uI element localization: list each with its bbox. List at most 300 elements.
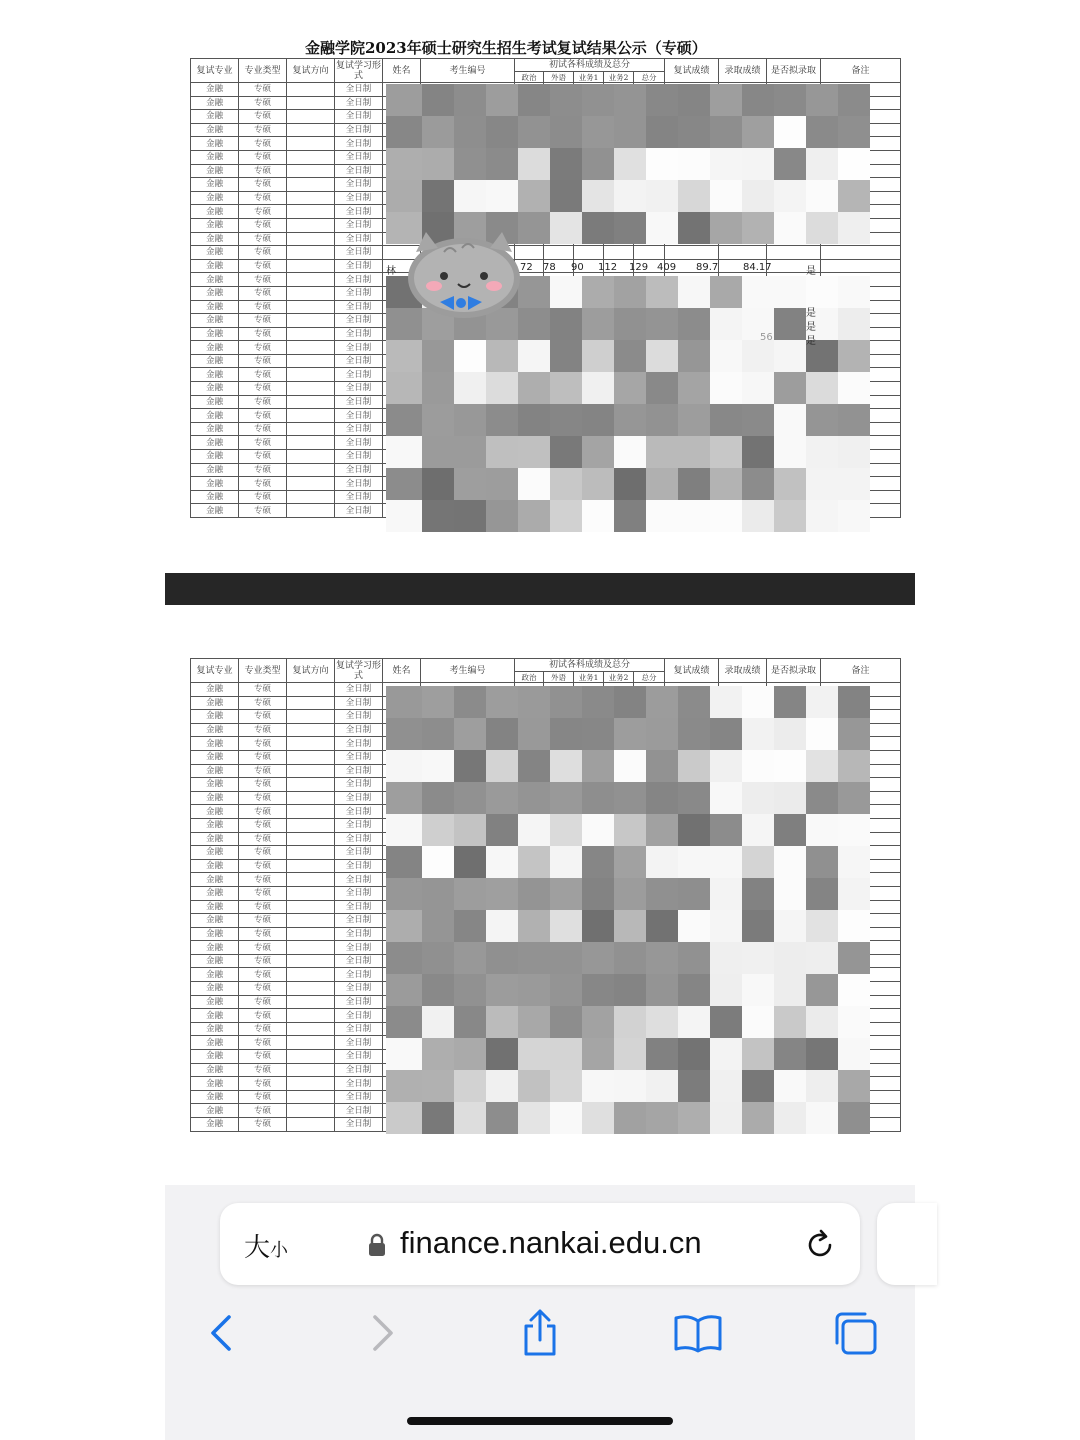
mosaic-block bbox=[518, 846, 550, 878]
mosaic-block bbox=[422, 180, 454, 212]
cell-study-form: 全日制 bbox=[335, 273, 383, 287]
back-chevron-icon bbox=[207, 1313, 235, 1353]
mosaic-block bbox=[386, 1006, 422, 1038]
mosaic-block bbox=[386, 910, 422, 942]
cell-type: 专硕 bbox=[239, 178, 287, 192]
table-cell bbox=[287, 490, 335, 504]
table-cell bbox=[604, 246, 634, 260]
mosaic-block bbox=[422, 1070, 454, 1102]
cell-major: 金融 bbox=[191, 273, 239, 287]
partial-score bbox=[760, 332, 790, 344]
header-remarks: 备注 bbox=[821, 659, 901, 683]
table-cell bbox=[287, 259, 335, 273]
mosaic-block bbox=[614, 148, 646, 180]
mosaic-block bbox=[774, 180, 806, 212]
mosaic-block bbox=[838, 404, 870, 436]
cell-major: 金融 bbox=[191, 1036, 239, 1050]
header-direction: 复试方向 bbox=[287, 659, 335, 683]
mosaic-block bbox=[582, 1038, 614, 1070]
mosaic-block bbox=[678, 404, 710, 436]
cell-major: 金融 bbox=[191, 218, 239, 232]
table-cell bbox=[665, 246, 719, 260]
cell-type: 专硕 bbox=[239, 96, 287, 110]
mosaic-block bbox=[806, 500, 838, 532]
cell-study-form: 全日制 bbox=[335, 1118, 383, 1132]
screenshot-divider bbox=[165, 573, 915, 605]
cell-type: 专硕 bbox=[239, 900, 287, 914]
mosaic-block bbox=[454, 180, 486, 212]
mosaic-block bbox=[454, 468, 486, 500]
mosaic-block bbox=[582, 1102, 614, 1134]
mosaic-block bbox=[614, 942, 646, 974]
mosaic-block bbox=[774, 1038, 806, 1070]
mosaic-block bbox=[614, 500, 646, 532]
cell-major: 金融 bbox=[191, 123, 239, 137]
header-major: 复试专业 bbox=[191, 659, 239, 683]
mosaic-block bbox=[386, 1038, 422, 1070]
cell-major: 金融 bbox=[191, 927, 239, 941]
cell-major: 金融 bbox=[191, 409, 239, 423]
cell-study-form: 全日制 bbox=[335, 818, 383, 832]
cell-major: 金融 bbox=[191, 300, 239, 314]
table-cell bbox=[287, 368, 335, 382]
mosaic-block bbox=[774, 148, 806, 180]
cell-study-form: 全日制 bbox=[335, 205, 383, 219]
cell-type: 专硕 bbox=[239, 1090, 287, 1104]
mosaic-block bbox=[454, 686, 486, 718]
mosaic-block bbox=[518, 718, 550, 750]
mosaic-block bbox=[454, 974, 486, 1006]
cell-major: 金融 bbox=[191, 490, 239, 504]
cell-study-form: 全日制 bbox=[335, 436, 383, 450]
mosaic-block bbox=[386, 1102, 422, 1134]
mosaic-block bbox=[454, 942, 486, 974]
table-cell bbox=[634, 246, 665, 260]
cell-type: 专硕 bbox=[239, 450, 287, 464]
cell-type: 专硕 bbox=[239, 737, 287, 751]
mosaic-block bbox=[486, 84, 518, 116]
table-cell bbox=[287, 395, 335, 409]
exam-id-fragment: 72 bbox=[520, 262, 533, 273]
cell-type: 专硕 bbox=[239, 368, 287, 382]
cell-type: 专硕 bbox=[239, 409, 287, 423]
reload-icon[interactable] bbox=[803, 1228, 837, 1262]
mosaic-block bbox=[486, 468, 518, 500]
mosaic-block bbox=[422, 1038, 454, 1070]
mosaic-block bbox=[614, 308, 646, 340]
mosaic-block bbox=[678, 942, 710, 974]
header-study-form: 复试学习形式 bbox=[335, 60, 381, 81]
mosaic-block bbox=[838, 468, 870, 500]
cell-major: 金融 bbox=[191, 314, 239, 328]
mosaic-block bbox=[550, 942, 582, 974]
mosaic-block bbox=[550, 1070, 582, 1102]
next-tab-preview[interactable] bbox=[877, 1203, 937, 1285]
cell-major: 金融 bbox=[191, 191, 239, 205]
partial-score-text: 56 bbox=[760, 332, 773, 343]
table-cell bbox=[287, 300, 335, 314]
mosaic-block bbox=[454, 814, 486, 846]
cell-major: 金融 bbox=[191, 710, 239, 724]
cell-type: 专硕 bbox=[239, 696, 287, 710]
mosaic-block bbox=[386, 878, 422, 910]
mosaic-block bbox=[518, 436, 550, 468]
mosaic-block bbox=[582, 686, 614, 718]
tabs-button[interactable] bbox=[827, 1305, 883, 1361]
header-english: 外语 bbox=[544, 672, 574, 683]
cell-study-form: 全日制 bbox=[335, 723, 383, 737]
cell-study-form: 全日制 bbox=[335, 450, 383, 464]
mosaic-block bbox=[550, 718, 582, 750]
cell-type: 专硕 bbox=[239, 805, 287, 819]
header-name: 姓名 bbox=[383, 659, 421, 683]
mosaic-block bbox=[678, 974, 710, 1006]
mosaic-block bbox=[422, 942, 454, 974]
cell-study-form: 全日制 bbox=[335, 232, 383, 246]
mosaic-block bbox=[742, 212, 774, 244]
cell-type: 专硕 bbox=[239, 477, 287, 491]
mosaic-block bbox=[518, 276, 550, 308]
mosaic-block bbox=[806, 750, 838, 782]
mosaic-block bbox=[518, 212, 550, 244]
mosaic-block bbox=[838, 148, 870, 180]
mosaic-block bbox=[614, 276, 646, 308]
mosaic-block bbox=[582, 1070, 614, 1102]
mosaic-block bbox=[678, 846, 710, 878]
mosaic-block bbox=[518, 878, 550, 910]
table-cell bbox=[287, 409, 335, 423]
mosaic-block bbox=[582, 436, 614, 468]
mosaic-block bbox=[518, 1070, 550, 1102]
mosaic-block bbox=[646, 974, 678, 1006]
mosaic-block bbox=[646, 116, 678, 148]
cell-type: 专硕 bbox=[239, 1050, 287, 1064]
cell-type: 专硕 bbox=[239, 83, 287, 97]
mosaic-block bbox=[582, 718, 614, 750]
mosaic-block bbox=[646, 436, 678, 468]
mosaic-block bbox=[550, 148, 582, 180]
cell-study-form: 全日制 bbox=[335, 259, 383, 273]
mosaic-block bbox=[806, 1070, 838, 1102]
mosaic-block bbox=[550, 436, 582, 468]
tabs-icon bbox=[831, 1309, 879, 1357]
cell-type: 专硕 bbox=[239, 300, 287, 314]
mosaic-block bbox=[838, 372, 870, 404]
cell-type: 专硕 bbox=[239, 846, 287, 860]
browser-toolbar bbox=[165, 1185, 915, 1440]
cell-study-form: 全日制 bbox=[335, 368, 383, 382]
mosaic-block bbox=[710, 942, 742, 974]
mosaic-block bbox=[838, 436, 870, 468]
mosaic-block bbox=[582, 846, 614, 878]
cell-major: 金融 bbox=[191, 1063, 239, 1077]
text-size-button[interactable] bbox=[244, 1227, 288, 1264]
mosaic-block bbox=[742, 814, 774, 846]
lock-icon bbox=[368, 1233, 386, 1257]
mosaic-block bbox=[838, 340, 870, 372]
cell-major: 金融 bbox=[191, 164, 239, 178]
mosaic-block bbox=[550, 116, 582, 148]
cell-type: 专硕 bbox=[239, 914, 287, 928]
mosaic-block bbox=[386, 500, 422, 532]
mosaic-block bbox=[486, 782, 518, 814]
bookmarks-button[interactable] bbox=[670, 1305, 726, 1361]
mosaic-block bbox=[742, 718, 774, 750]
proposed-flag-extra-1 bbox=[806, 304, 846, 319]
mosaic-block bbox=[710, 436, 742, 468]
mosaic-block bbox=[386, 180, 422, 212]
cell-type: 专硕 bbox=[239, 873, 287, 887]
header-total: 总分 bbox=[634, 72, 665, 83]
mosaic-block bbox=[550, 1038, 582, 1070]
book-icon bbox=[673, 1313, 723, 1353]
cell-major: 金融 bbox=[191, 900, 239, 914]
mosaic-block bbox=[518, 468, 550, 500]
back-button[interactable] bbox=[193, 1305, 249, 1361]
mosaic-block bbox=[806, 436, 838, 468]
header-politics: 政治 bbox=[515, 72, 544, 83]
table-cell bbox=[287, 463, 335, 477]
mosaic-block bbox=[614, 750, 646, 782]
mosaic-block bbox=[422, 148, 454, 180]
cell-major: 金融 bbox=[191, 818, 239, 832]
table-cell bbox=[287, 1118, 335, 1132]
mosaic-block bbox=[774, 1006, 806, 1038]
mosaic-block bbox=[742, 404, 774, 436]
cell-major: 金融 bbox=[191, 764, 239, 778]
mosaic-block bbox=[806, 718, 838, 750]
table-cell bbox=[287, 218, 335, 232]
cell-major: 金融 bbox=[191, 96, 239, 110]
mosaic-block bbox=[742, 942, 774, 974]
mosaic-block bbox=[550, 782, 582, 814]
mosaic-block bbox=[710, 180, 742, 212]
cell-study-form: 全日制 bbox=[335, 300, 383, 314]
cell-major: 金融 bbox=[191, 737, 239, 751]
mosaic-block bbox=[582, 878, 614, 910]
table-cell bbox=[287, 859, 335, 873]
mosaic-block bbox=[806, 878, 838, 910]
mosaic-block bbox=[486, 718, 518, 750]
table-row bbox=[191, 246, 901, 260]
url-text[interactable]: finance.nankai.edu.cn bbox=[400, 1225, 702, 1260]
cell-study-form: 全日制 bbox=[335, 395, 383, 409]
mosaic-block bbox=[806, 910, 838, 942]
cell-major: 金融 bbox=[191, 995, 239, 1009]
address-bar[interactable] bbox=[220, 1203, 860, 1285]
mosaic-block bbox=[710, 372, 742, 404]
mosaic-block bbox=[742, 686, 774, 718]
mosaic-block bbox=[806, 116, 838, 148]
mosaic-block bbox=[422, 1102, 454, 1134]
mosaic-block bbox=[710, 782, 742, 814]
mosaic-block bbox=[678, 782, 710, 814]
cell-study-form: 全日制 bbox=[335, 477, 383, 491]
mosaic-block bbox=[454, 782, 486, 814]
table-cell bbox=[287, 982, 335, 996]
mosaic-block bbox=[386, 468, 422, 500]
mosaic-block bbox=[582, 750, 614, 782]
forward-button[interactable] bbox=[355, 1305, 411, 1361]
mosaic-block bbox=[582, 276, 614, 308]
mosaic-block bbox=[550, 846, 582, 878]
mosaic-block bbox=[486, 974, 518, 1006]
mosaic-block bbox=[486, 686, 518, 718]
mosaic-block bbox=[582, 942, 614, 974]
cell-type: 专硕 bbox=[239, 927, 287, 941]
cell-study-form: 全日制 bbox=[335, 422, 383, 436]
mosaic-block bbox=[386, 686, 422, 718]
cell-major: 金融 bbox=[191, 259, 239, 273]
table-cell bbox=[719, 246, 767, 260]
mosaic-block bbox=[646, 910, 678, 942]
mosaic-block bbox=[678, 276, 710, 308]
cell-major: 金融 bbox=[191, 778, 239, 792]
mosaic-block bbox=[678, 878, 710, 910]
mosaic-block bbox=[614, 436, 646, 468]
mosaic-block bbox=[710, 878, 742, 910]
mosaic-block bbox=[646, 212, 678, 244]
cell-type: 专硕 bbox=[239, 395, 287, 409]
mosaic-block bbox=[614, 878, 646, 910]
cell-study-form: 全日制 bbox=[335, 1077, 383, 1091]
table-cell bbox=[287, 150, 335, 164]
cell-type: 专硕 bbox=[239, 218, 287, 232]
cell-major: 金融 bbox=[191, 1090, 239, 1104]
mosaic-block bbox=[646, 500, 678, 532]
mosaic-block bbox=[518, 814, 550, 846]
header-subject2: 业务2 bbox=[604, 672, 634, 683]
mosaic-block bbox=[518, 372, 550, 404]
mosaic-block bbox=[774, 116, 806, 148]
cell-study-form: 全日制 bbox=[335, 832, 383, 846]
mosaic-block bbox=[518, 1006, 550, 1038]
mosaic-block bbox=[646, 148, 678, 180]
mosaic-block bbox=[838, 116, 870, 148]
mosaic-block bbox=[582, 1006, 614, 1038]
mosaic-block bbox=[838, 974, 870, 1006]
mosaic-block bbox=[742, 750, 774, 782]
table-cell bbox=[287, 683, 335, 697]
cell-study-form: 全日制 bbox=[335, 791, 383, 805]
cell-major: 金融 bbox=[191, 354, 239, 368]
table-cell bbox=[287, 354, 335, 368]
cell-major: 金融 bbox=[191, 1077, 239, 1091]
mosaic-block bbox=[710, 276, 742, 308]
mosaic-block bbox=[806, 404, 838, 436]
cell-type: 专硕 bbox=[239, 1009, 287, 1023]
cell-study-form: 全日制 bbox=[335, 178, 383, 192]
mosaic-block bbox=[582, 500, 614, 532]
mosaic-block bbox=[486, 180, 518, 212]
table-cell bbox=[287, 232, 335, 246]
table-cell bbox=[287, 341, 335, 355]
mosaic-block bbox=[838, 84, 870, 116]
mosaic-block bbox=[710, 974, 742, 1006]
mosaic-block bbox=[646, 686, 678, 718]
mosaic-block bbox=[550, 276, 582, 308]
table-cell bbox=[287, 1077, 335, 1091]
header-initial-scores: 初试各科成绩及总分 bbox=[515, 659, 665, 672]
table-cell bbox=[287, 900, 335, 914]
mosaic-block bbox=[454, 404, 486, 436]
cell-type: 专硕 bbox=[239, 273, 287, 287]
cell-study-form: 全日制 bbox=[335, 1063, 383, 1077]
cell-study-form: 全日制 bbox=[335, 805, 383, 819]
mosaic-block bbox=[614, 686, 646, 718]
mosaic-block bbox=[582, 180, 614, 212]
mosaic-block bbox=[678, 718, 710, 750]
cell-study-form: 全日制 bbox=[335, 1009, 383, 1023]
cell-study-form: 全日制 bbox=[335, 1036, 383, 1050]
mosaic-block bbox=[646, 308, 678, 340]
mosaic-block bbox=[550, 686, 582, 718]
cell-major: 金融 bbox=[191, 750, 239, 764]
mosaic-block bbox=[422, 116, 454, 148]
mosaic-block bbox=[550, 750, 582, 782]
mosaic-block bbox=[678, 1006, 710, 1038]
mosaic-block bbox=[806, 814, 838, 846]
mosaic-block bbox=[582, 910, 614, 942]
header-initial-scores: 初试各科成绩及总分 bbox=[515, 59, 665, 72]
table-cell bbox=[287, 1022, 335, 1036]
proposed-flag-extra-3 bbox=[806, 332, 846, 347]
table-cell bbox=[287, 764, 335, 778]
mosaic-block bbox=[454, 84, 486, 116]
proposed-mark: 是 bbox=[806, 308, 816, 319]
mosaic-block bbox=[678, 372, 710, 404]
mosaic-block bbox=[742, 340, 774, 372]
mosaic-block bbox=[774, 686, 806, 718]
header-subject1: 业务1 bbox=[574, 672, 604, 683]
mosaic-block bbox=[838, 878, 870, 910]
cell-study-form: 全日制 bbox=[335, 314, 383, 328]
cell-study-form: 全日制 bbox=[335, 859, 383, 873]
mosaic-block bbox=[774, 718, 806, 750]
header-exam-id: 考生编号 bbox=[421, 59, 515, 83]
mosaic-block bbox=[838, 1006, 870, 1038]
mosaic-block bbox=[710, 718, 742, 750]
table-cell bbox=[574, 246, 604, 260]
table-cell bbox=[287, 1036, 335, 1050]
table-cell bbox=[287, 805, 335, 819]
table-cell bbox=[287, 504, 335, 518]
mosaic-block bbox=[614, 116, 646, 148]
cell-study-form: 全日制 bbox=[335, 914, 383, 928]
mosaic-block bbox=[582, 148, 614, 180]
cell-major: 金融 bbox=[191, 178, 239, 192]
mosaic-block bbox=[422, 404, 454, 436]
mosaic-block bbox=[422, 84, 454, 116]
mosaic-block bbox=[742, 782, 774, 814]
table-cell bbox=[287, 137, 335, 151]
mosaic-block bbox=[678, 212, 710, 244]
mosaic-block bbox=[678, 1070, 710, 1102]
mosaic-block bbox=[550, 910, 582, 942]
cell-major: 金融 bbox=[191, 873, 239, 887]
mosaic-block bbox=[646, 1070, 678, 1102]
header-english: 外语 bbox=[544, 72, 574, 83]
mosaic-block bbox=[454, 750, 486, 782]
share-button[interactable] bbox=[512, 1305, 568, 1361]
mosaic-block bbox=[454, 846, 486, 878]
mosaic-block bbox=[614, 340, 646, 372]
cell-major: 金融 bbox=[191, 368, 239, 382]
mosaic-block bbox=[806, 84, 838, 116]
cell-type: 专硕 bbox=[239, 137, 287, 151]
cell-study-form: 全日制 bbox=[335, 150, 383, 164]
mosaic-block bbox=[742, 974, 774, 1006]
